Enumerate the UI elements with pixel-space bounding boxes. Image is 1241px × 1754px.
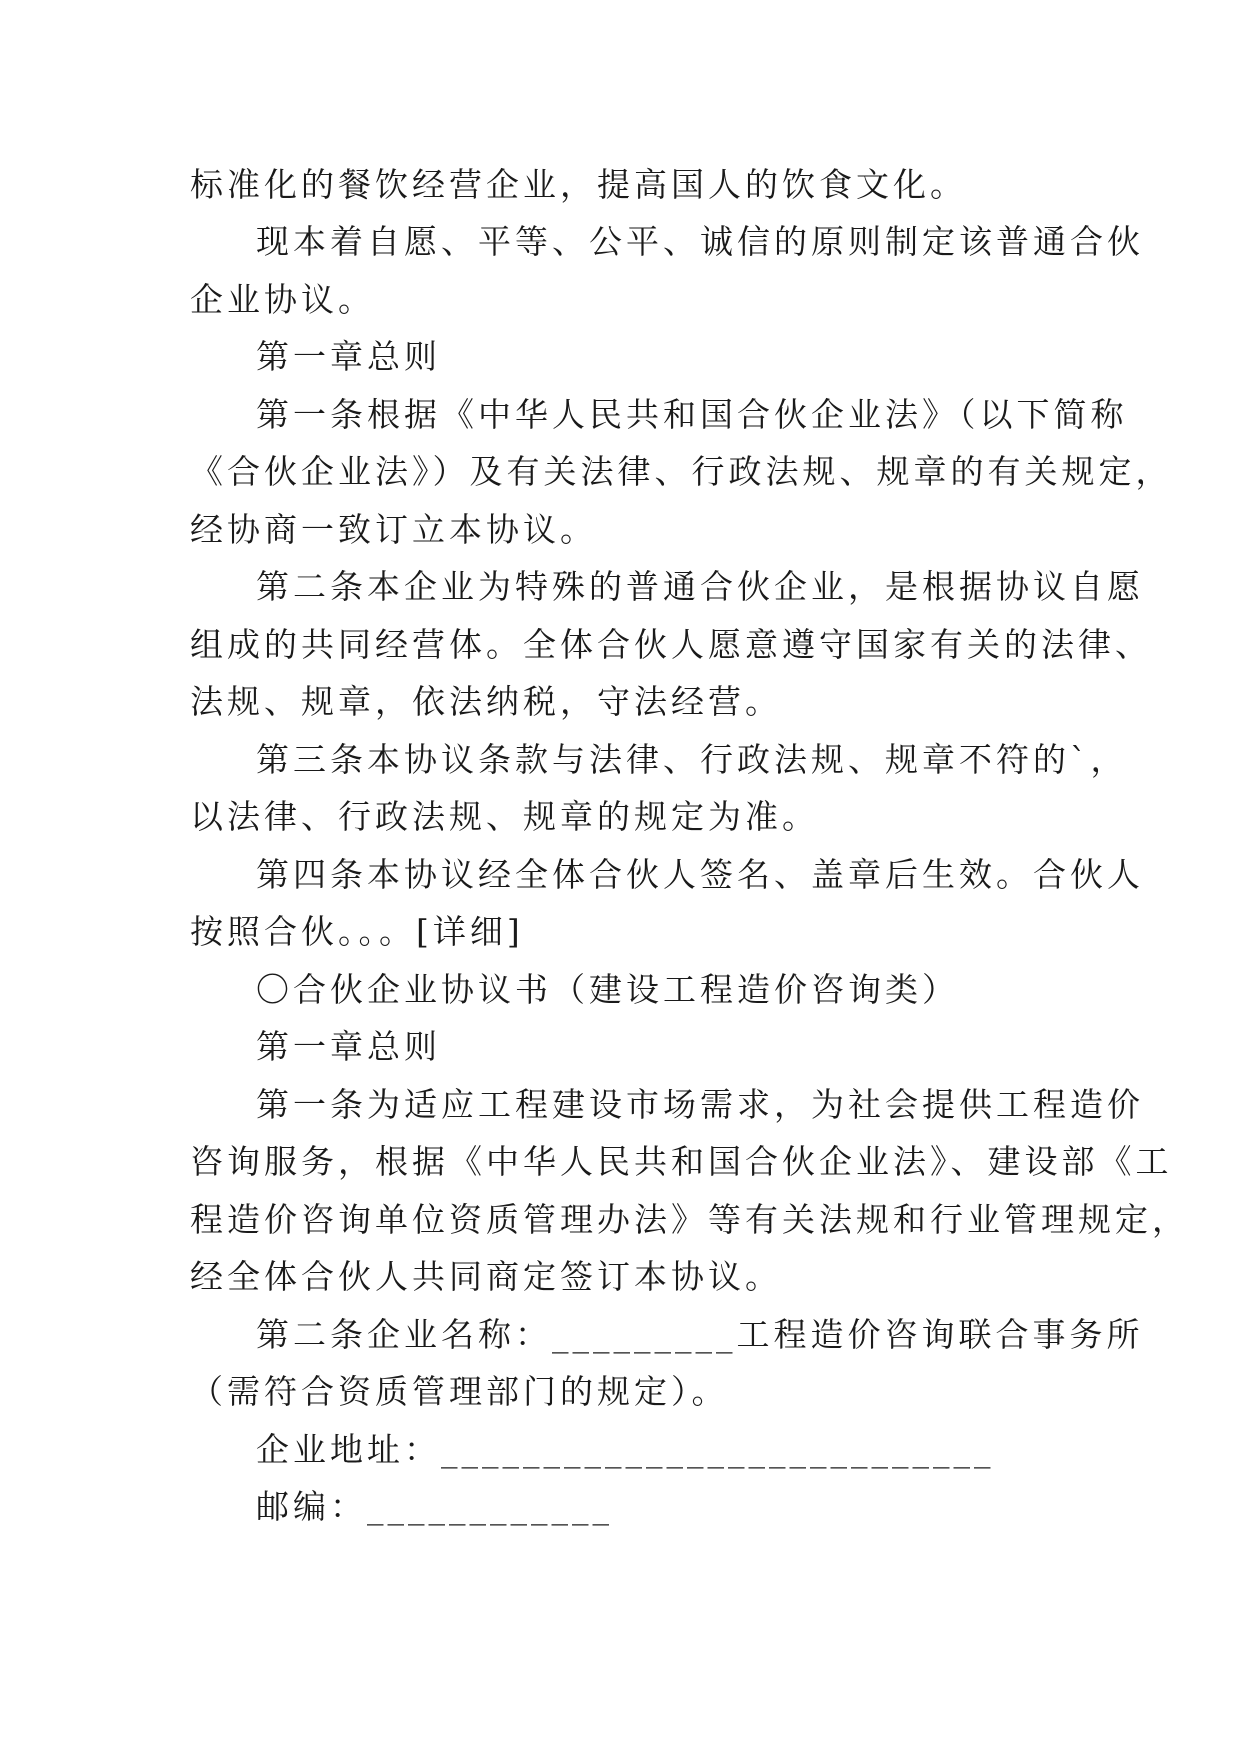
text-line: 法规、规章，依法纳税，守法经营。	[190, 682, 782, 721]
article-line: 第一条根据《中华人民共和国合伙企业法》（以下简称	[256, 395, 1128, 434]
text-line: 咨询服务，根据《中华人民共和国合伙企业法》、建设部《工	[190, 1142, 1173, 1181]
text-line: 组成的共同经营体。全体合伙人愿意遵守国家有关的法律、	[190, 625, 1152, 664]
article-line: 第一条为适应工程建设市场需求，为社会提供工程造价	[256, 1085, 1144, 1124]
text-line: 企业协议。	[190, 280, 375, 319]
text-line: 经全体合伙人共同商定签订本协议。	[190, 1257, 782, 1296]
text-line: （需符合资质管理部门的规定）。	[190, 1372, 729, 1411]
text-line: 《合伙企业法》）及有关法律、行政法规、规章的有关规定，	[190, 452, 1173, 491]
article-line: 第四条本协议经全体合伙人签名、盖章后生效。合伙人	[256, 855, 1144, 894]
postcode-field-line: 邮编：____________	[256, 1487, 613, 1526]
paragraph-line: 现本着自愿、平等、公平、诚信的原则制定该普通合伙	[256, 222, 1144, 261]
text-line: 按照合伙。。。[详细]	[190, 912, 524, 951]
chapter-heading: 第一章总则	[256, 1027, 441, 1066]
text-line: 以法律、行政法规、规章的规定为准。	[190, 797, 819, 836]
text-line: 标准化的餐饮经营企业，提高国人的饮食文化。	[190, 165, 967, 204]
article-line: 第三条本协议条款与法律、行政法规、规章不符的`，	[256, 740, 1128, 779]
text-line: 程造价咨询单位资质管理办法》等有关法规和行业管理规定，	[190, 1200, 1189, 1239]
address-field-line: 企业地址：___________________________	[256, 1430, 995, 1469]
text-line: 经协商一致订立本协议。	[190, 510, 597, 549]
article-line: 第二条本企业为特殊的普通合伙企业，是根据协议自愿	[256, 567, 1144, 606]
section-title: 〇合伙企业协议书（建设工程造价咨询类）	[256, 970, 959, 1009]
chapter-heading: 第一章总则	[256, 337, 441, 376]
article-line: 第二条企业名称：_________工程造价咨询联合事务所	[256, 1315, 1144, 1354]
